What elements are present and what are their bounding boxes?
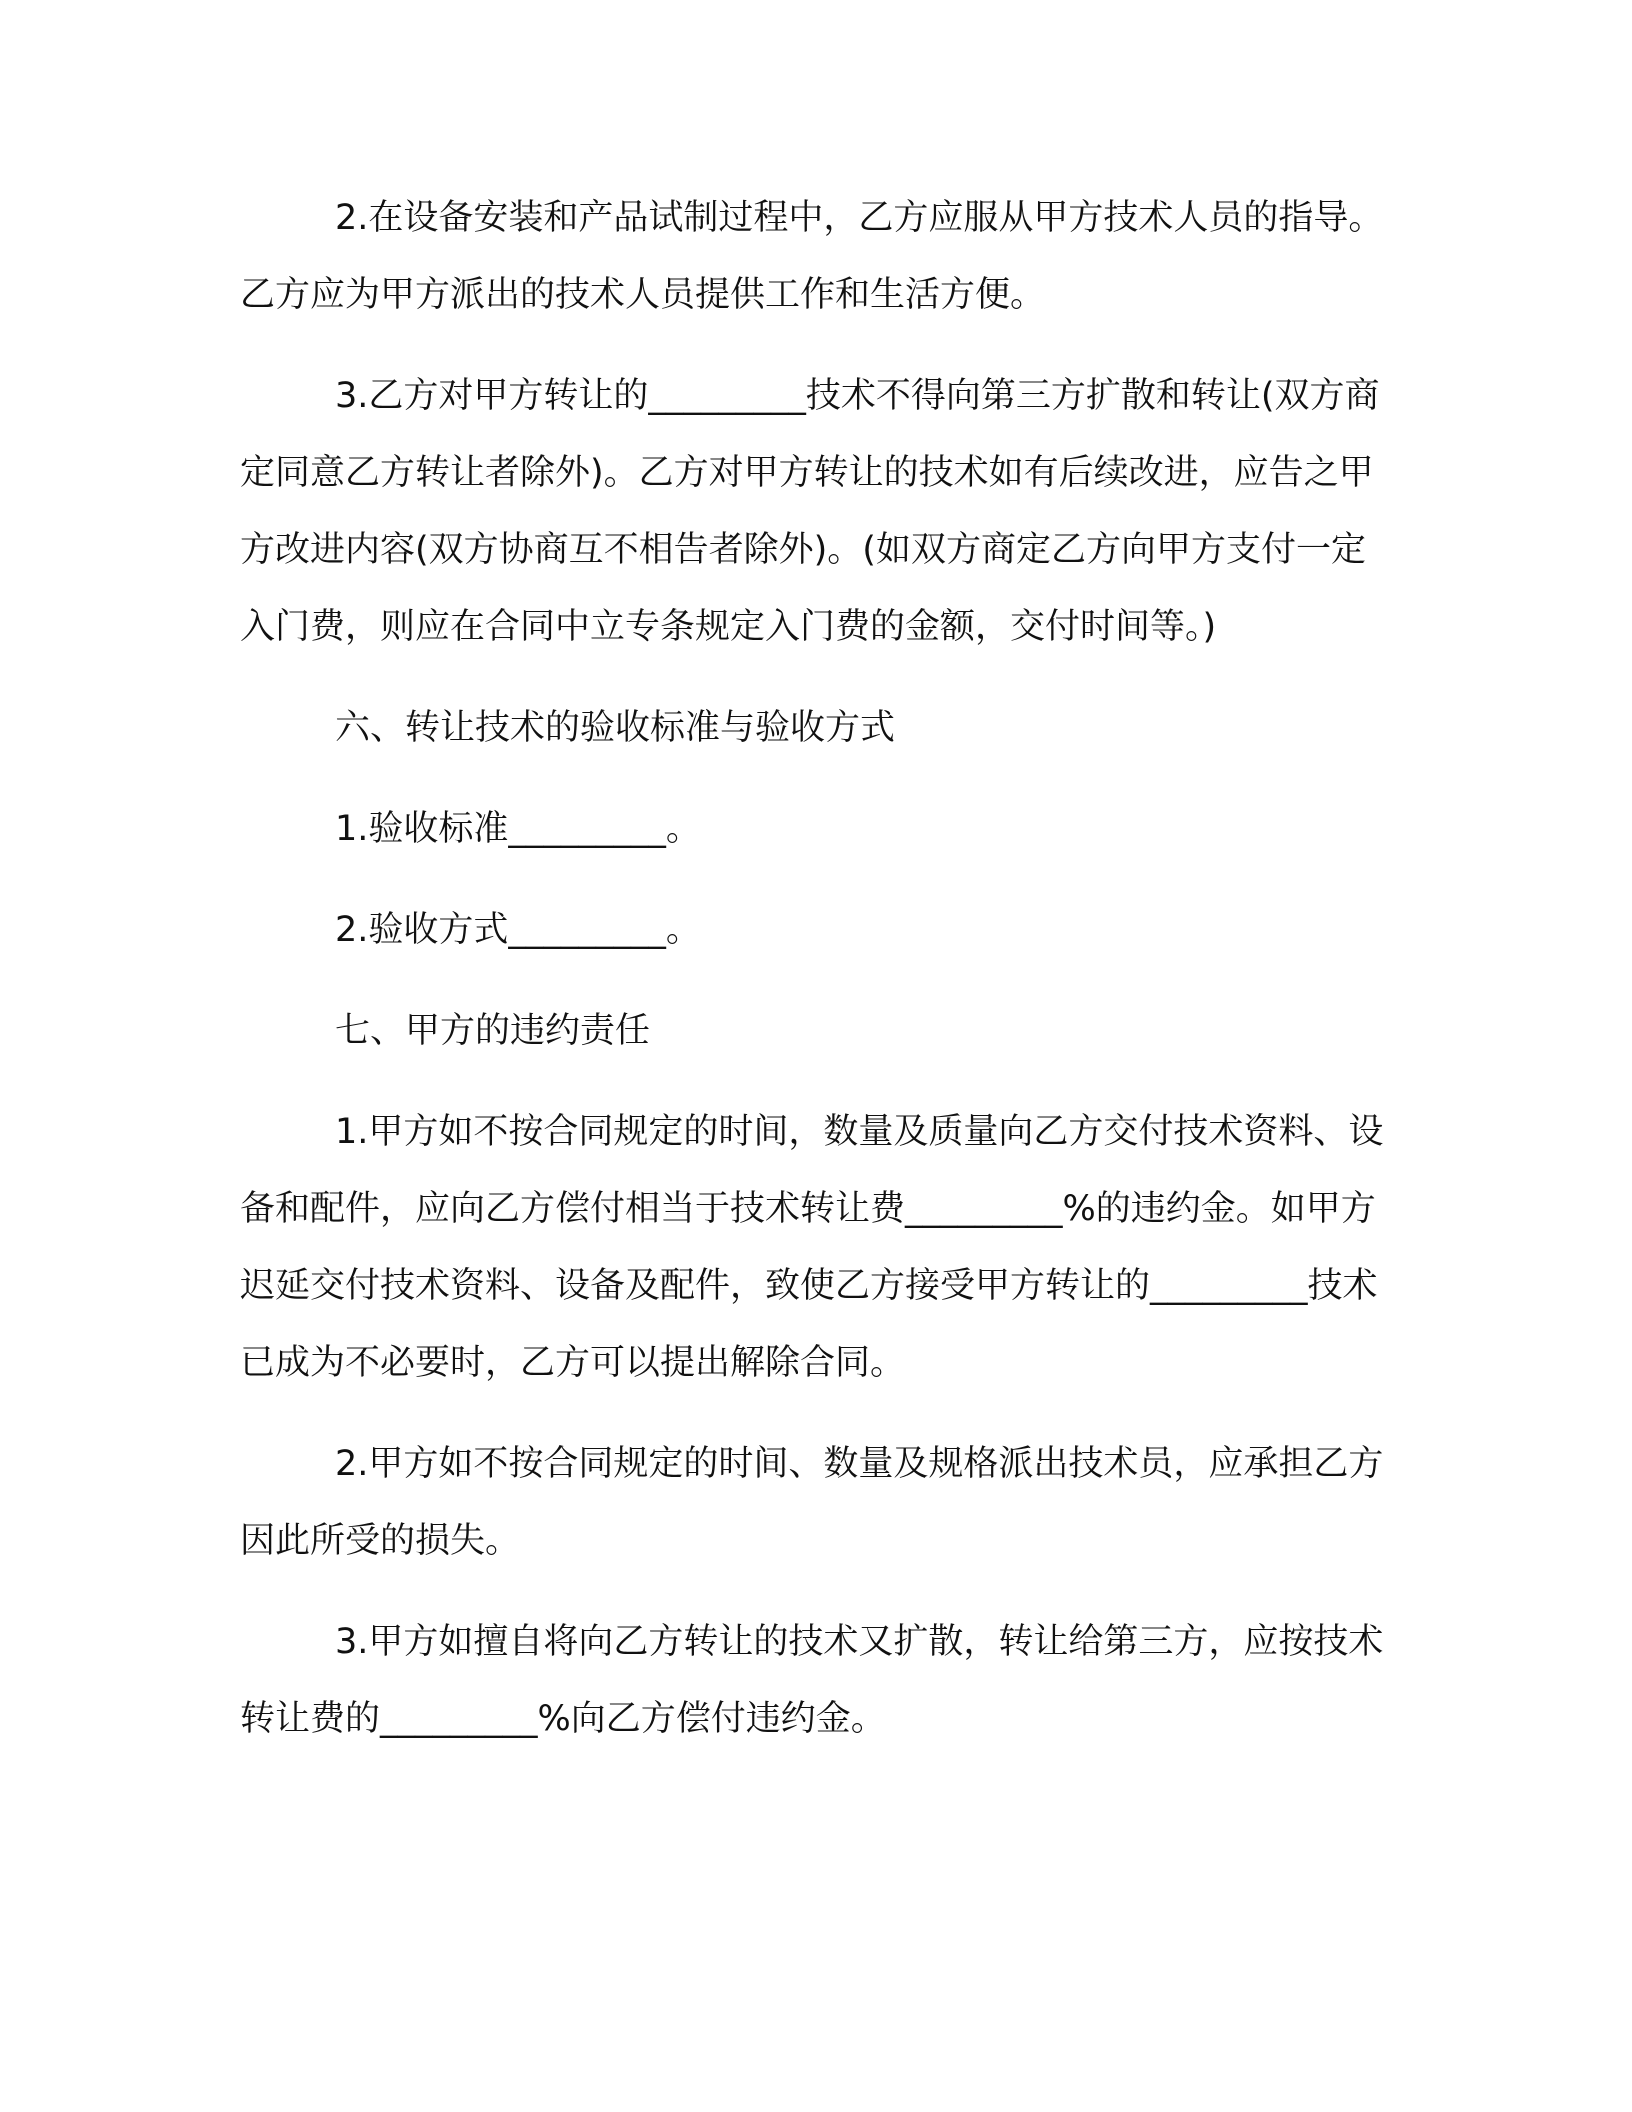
clause-6-1: 1.验收标准_________。 [335,809,701,849]
clause-5-3: 3.乙方对甲方转让的_________技术不得向第三方扩散和转让(双方商定同意乙方转让者除外)。乙方对甲方转让的技术如有后续改进，应告之甲方改进内容(双方协商互不相告者除外)。(如双方商定乙方向甲方支付一定入门费，则应在合同中立专条规定入门费的金额，交付时间等。) [240,376,1380,647]
section-heading-7: 七、甲方的违约责任 [335,1011,651,1051]
clause-7-1: 1.甲方如不按合同规定的时间，数量及质量向乙方交付技术资料、设备和配件，应向乙方偿付相当于技术转让费_________%的违约金。如甲方迟延交付技术资料、设备及配件，致使乙方接受甲方转让的_________技术已成为不必要时，乙方可以提出解除合同。 [240,1112,1384,1383]
clause-7-2: 2.甲方如不按合同规定的时间、数量及规格派出技术员，应承担乙方因此所受的损失。 [240,1444,1384,1561]
clause-7-3: 3.甲方如擅自将向乙方转让的技术又扩散，转让给第三方，应按技术转让费的_________%向乙方偿付违约金。 [240,1622,1384,1739]
clause-6-2: 2.验收方式_________。 [335,910,701,950]
section-heading-6: 六、转让技术的验收标准与验收方式 [335,708,896,748]
clause-5-2: 2.在设备安装和产品试制过程中，乙方应服从甲方技术人员的指导。乙方应为甲方派出的技术人员提供工作和生活方便。 [240,198,1384,315]
document-body [240,180,1390,1782]
